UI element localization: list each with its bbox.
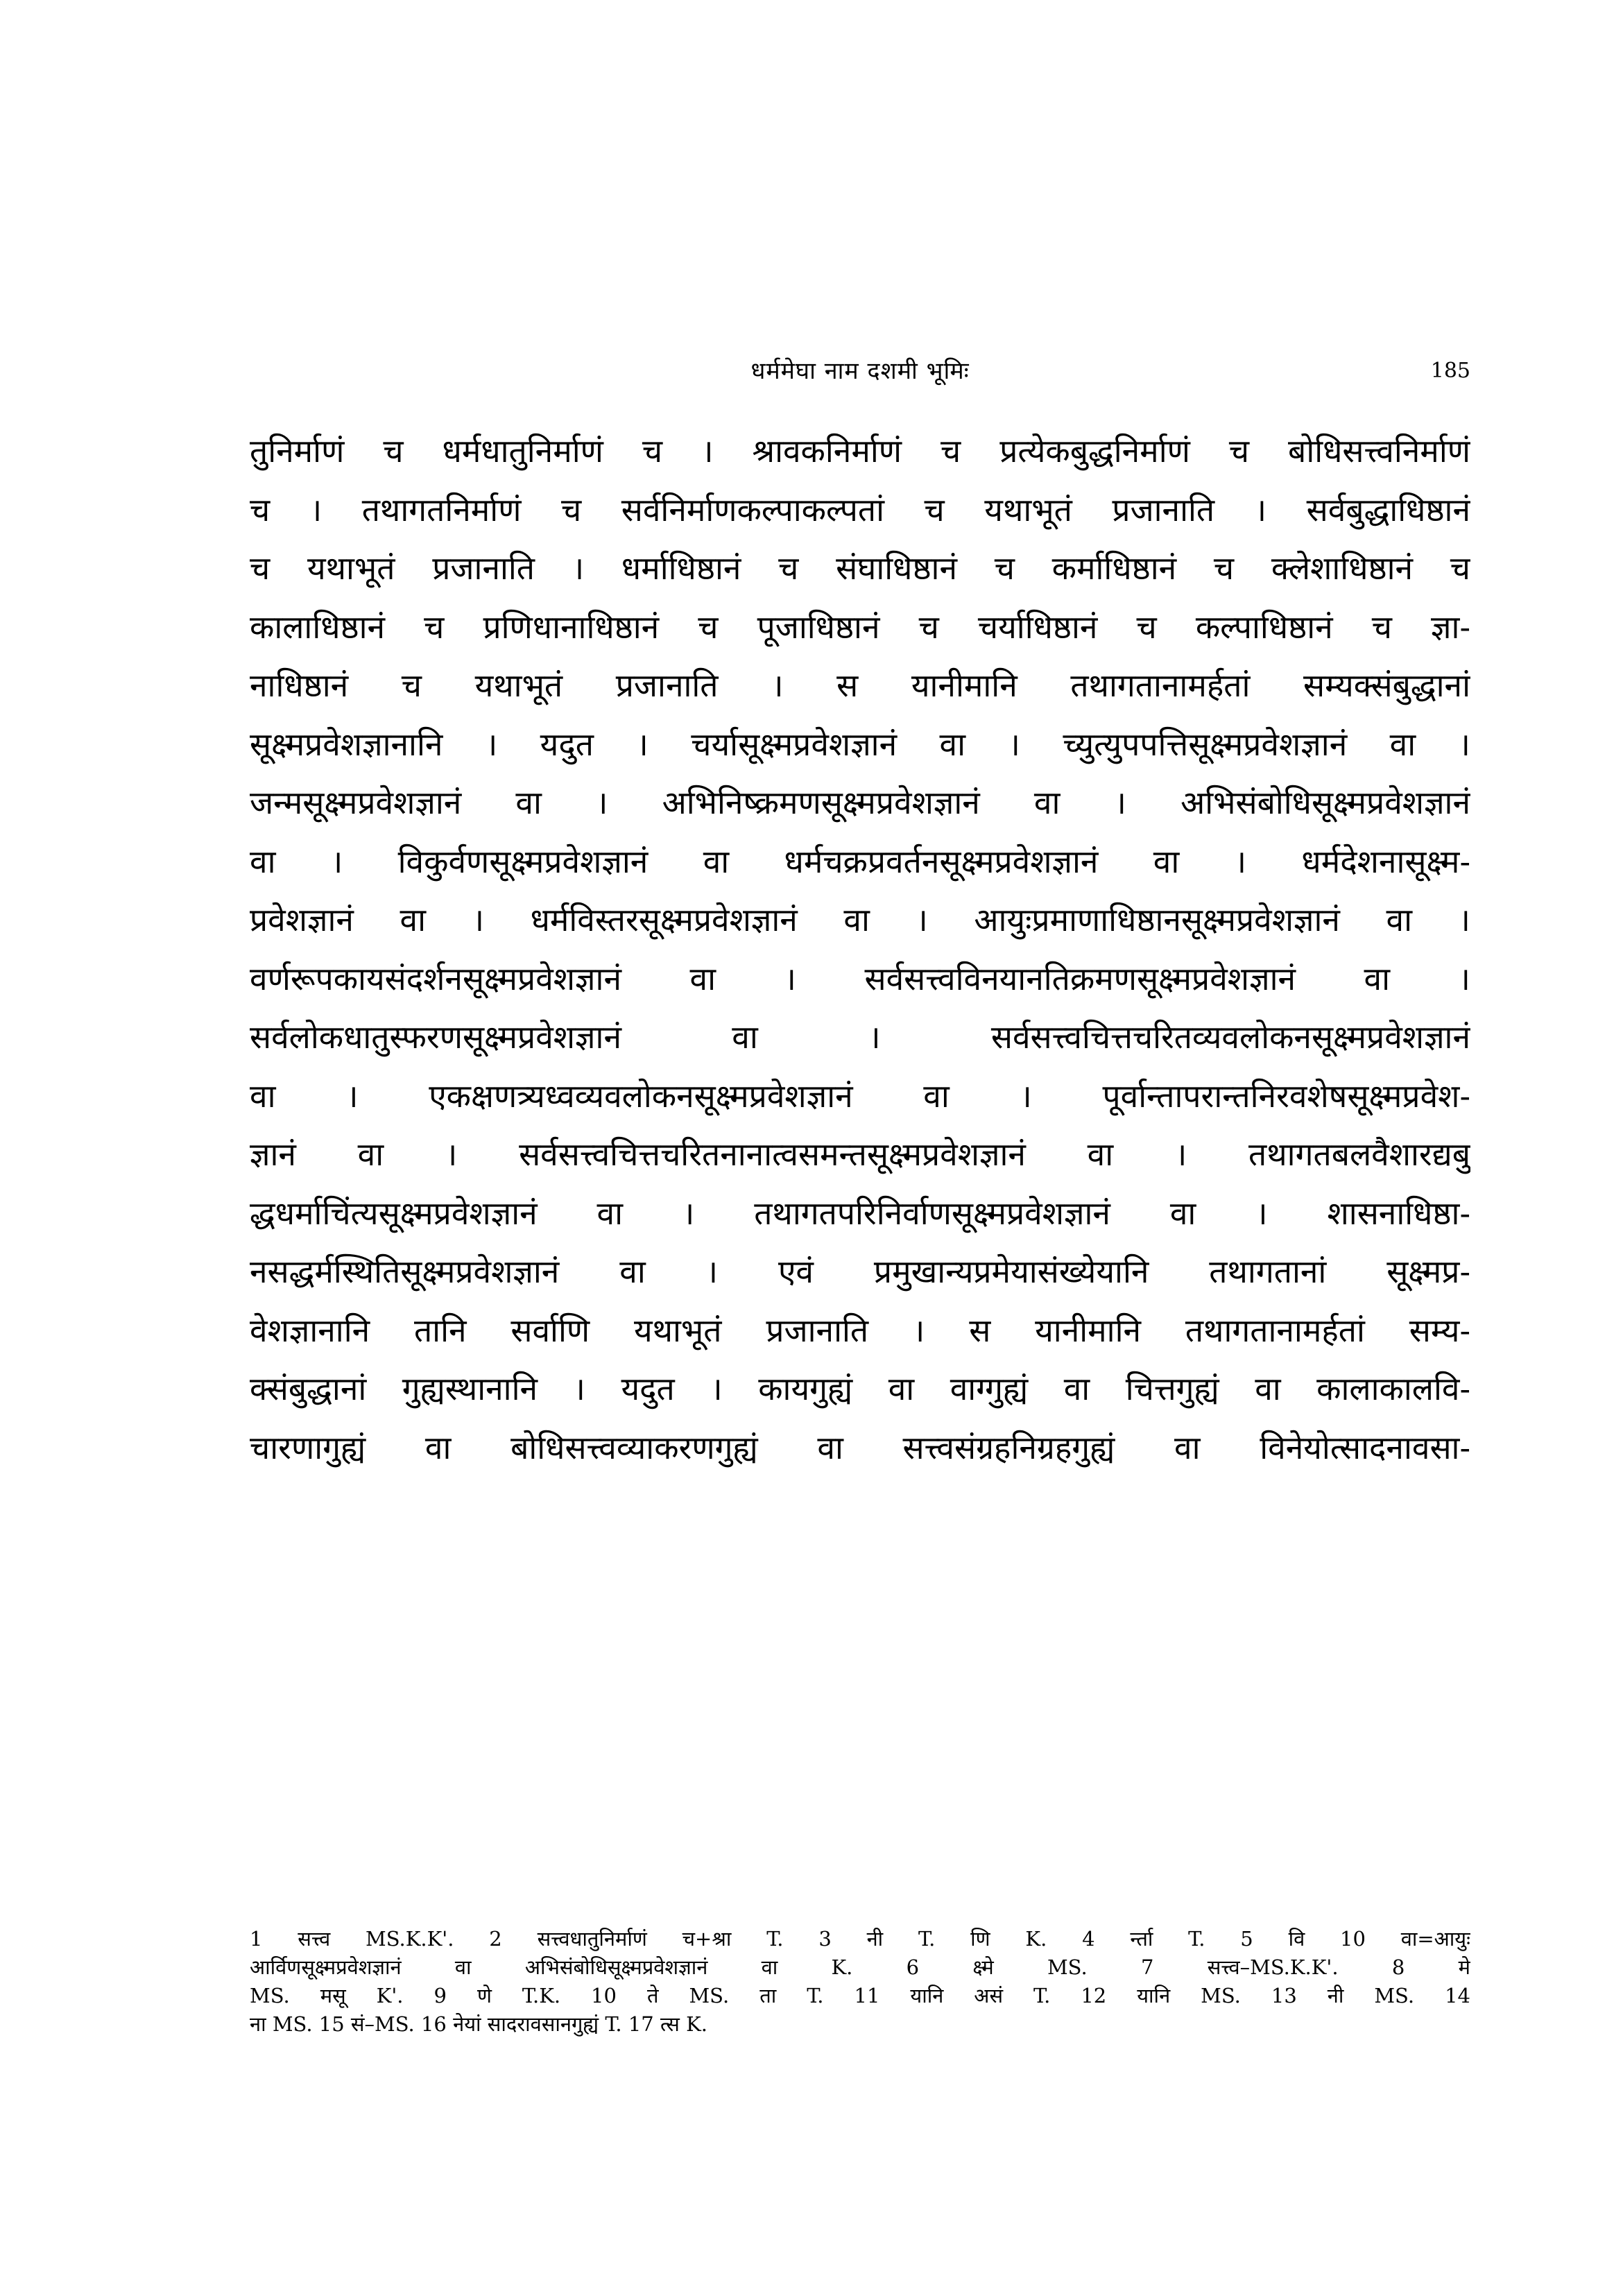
text-line: सूक्ष्मप्रवेशज्ञानानि । यदुत । चर्यासूक्ष्मप्रवेशज्ञानं वा । च्युत्युपपत्तिसूक्ष्मप्रवेशज्ञानं वा । <box>250 725 1470 763</box>
text-line: ज्ञानं वा । सर्वसत्त्वचित्तचरितनानात्वसमन्तसूक्ष्मप्रवेशज्ञानं वा । तथागतबलवैशारद्यबु <box>250 1136 1470 1173</box>
text-line: वा । विकुर्वणसूक्ष्मप्रवेशज्ञानं वा धर्मचक्रप्रवर्तनसूक्ष्मप्रवेशज्ञानं वा । धर्मदेशनासूक्ष्म- <box>250 842 1470 880</box>
text-line: वर्णरूपकायसंदर्शनसूक्ष्मप्रवेशज्ञानं वा । सर्वसत्त्वविनयानतिक्रमणसूक्ष्मप्रवेशज्ञानं वा । <box>250 959 1470 997</box>
page-number: 185 <box>1430 359 1470 383</box>
text-line: चारणागुह्यं वा बोधिसत्त्वव्याकरणगुह्यं वा सत्त्वसंग्रहनिग्रहगुह्यं वा विनेयोत्सादनावसा- <box>250 1428 1470 1466</box>
text-line: च । तथागतनिर्माणं च सर्वनिर्माणकल्पाकल्पतां च यथाभूतं प्रजानाति । सर्वबुद्धाधिष्ठानं <box>250 490 1470 529</box>
main-text <box>250 422 1470 1477</box>
footnote-line: MS. मसू K'. 9 णे T.K. 10 ते MS. ता T. 11 यानि असं T. 12 यानि MS. 13 नी MS. 14 <box>250 1984 1470 2007</box>
footnote-line: 1 सत्त्व MS.K.K'. 2 सत्त्वधातुनिर्माणं च+श्रा T. 3 नी T. णि K. 4 र्न्ता T. 5 वि 10 वा=आयुः <box>250 1927 1470 1951</box>
footnote-line: ना MS. 15 सं–MS. 16 नेयां सादरावसानगुह्यं T. 17 त्स K. <box>250 2012 707 2036</box>
text-line: कालाधिष्ठानं च प्रणिधानाधिष्ठानं च पूजाधिष्ठानं च चर्याधिष्ठानं च कल्पाधिष्ठानं च ज्ञा- <box>250 608 1470 646</box>
text-line: सर्वलोकधातुस्फरणसूक्ष्मप्रवेशज्ञानं वा । सर्वसत्त्वचित्तचरितव्यवलोकनसूक्ष्मप्रवेशज्ञानं <box>250 1018 1470 1056</box>
running-title: धर्ममेघा नाम दशमी भूमिः <box>750 357 970 385</box>
text-line: वा । एकक्षणत्र्यध्वव्यवलोकनसूक्ष्मप्रवेशज्ञानं वा । पूर्वान्तापरान्तनिरवशेषसूक्ष्मप्रवेश- <box>250 1077 1470 1115</box>
text-line: द्धधर्माचिंत्यसूक्ष्मप्रवेशज्ञानं वा । तथागतपरिनिर्वाणसूक्ष्मप्रवेशज्ञानं वा । शासनाधिष्ठा- <box>250 1194 1470 1232</box>
text-line: जन्मसूक्ष्मप्रवेशज्ञानं वा । अभिनिष्क्रमणसूक्ष्मप्रवेशज्ञानं वा । अभिसंबोधिसूक्ष्मप्रवेशज्ञानं <box>250 784 1470 821</box>
text-line: नाधिष्ठानं च यथाभूतं प्रजानाति । स यानीमानि तथागतानामर्हतां सम्यक्संबुद्धानां <box>250 667 1470 704</box>
text-line: वेशज्ञानानि तानि सर्वाणि यथाभूतं प्रजानाति । स यानीमानि तथागतानामर्हतां सम्य- <box>250 1311 1470 1349</box>
text-line: क्संबुद्धानां गुह्यस्थानानि । यदुत । कायगुह्यं वा वाग्गुह्यं वा चित्तगुह्यं वा कालाकालवि- <box>250 1370 1470 1407</box>
text-line: च यथाभूतं प्रजानाति । धर्माधिष्ठानं च संघाधिष्ठानं च कर्माधिष्ठानं च क्लेशाधिष्ठानं च <box>250 549 1470 587</box>
running-header <box>250 350 1470 392</box>
text-line: नसद्धर्मस्थितिसूक्ष्मप्रवेशज्ञानं वा । एवं प्रमुखान्यप्रमेयासंख्येयानि तथागतानां सूक्ष्मप्र- <box>250 1253 1470 1290</box>
footnotes <box>250 1925 1470 2039</box>
footnote-line: आर्विणसूक्ष्मप्रवेशज्ञानं वा अभिसंबोधिसूक्ष्मप्रवेशज्ञानं वा K. 6 क्ष्मे MS. 7 सत्त्व–MS.K.K'. 8 मे <box>250 1955 1470 1979</box>
text-line: तुनिर्माणं च धर्मधातुनिर्माणं च । श्रावकनिर्माणं च प्रत्येकबुद्धनिर्माणं च बोधिसत्त्वनिर्माणं <box>250 432 1470 470</box>
text-line: प्रवेशज्ञानं वा । धर्मविस्तरसूक्ष्मप्रवेशज्ञानं वा । आयुःप्रमाणाधिष्ठानसूक्ष्मप्रवेशज्ञानं वा । <box>250 901 1470 939</box>
